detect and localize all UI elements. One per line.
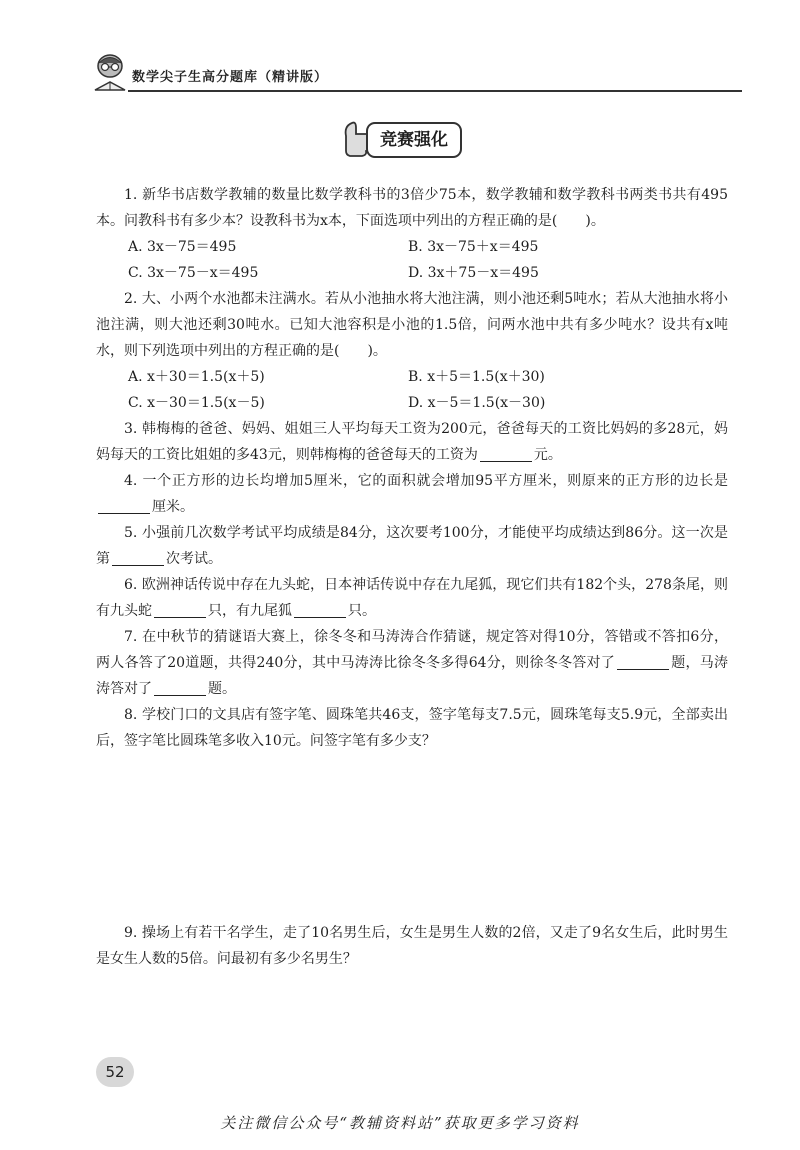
option-d: D. 3x＋75－x＝495 [408, 265, 539, 281]
page-number: 52 [96, 1057, 134, 1087]
answer-blank [294, 601, 346, 618]
answer-blank [112, 549, 164, 566]
question-9: 9. 操场上有若干名学生，走了10名男生后，女生是男生人数的2倍，又走了9名女生后，此时男生是女生人数的5倍。问最初有多少名男生？ [96, 925, 728, 967]
answer-blank [480, 445, 532, 462]
option-c: C. x－30＝1.5(x－5) [128, 395, 265, 411]
option-d: D. x－5＝1.5(x－30) [408, 395, 546, 411]
option-a: A. x＋30＝1.5(x＋5) [128, 369, 265, 385]
option-c: C. 3x－75－x＝495 [128, 265, 259, 281]
mascot-reading-icon [92, 52, 128, 92]
book-title: 数学尖子生高分题库（精讲版） [132, 70, 329, 85]
answer-space [96, 754, 728, 920]
page-header [92, 52, 742, 92]
question-2-options [96, 364, 728, 416]
question-1-options [96, 234, 728, 286]
problem-list [96, 182, 728, 972]
answer-blank [98, 497, 150, 514]
answer-blank [154, 601, 206, 618]
answer-blank [154, 679, 206, 696]
question-1: 1. 新华书店数学教辅的数量比数学教科书的3倍少75本，数学教辅和数学教科书两类书共有495本。问教科书有多少本？设教科书为x本，下面选项中列出的方程正确的是( )。 [96, 187, 728, 229]
question-7: 7. 在中秋节的猜谜语大赛上，徐冬冬和马涛涛合作猜谜，规定答对得10分，答错或不答扣6分，两人各答了20道题，共得240分，其中马涛涛比徐冬冬多得64分，则徐冬冬答对了 题，马涛涛答对了 题。 [96, 629, 729, 697]
option-b: B. 3x－75＋x＝495 [408, 239, 539, 255]
question-2: 2. 大、小两个水池都未注满水。若从小池抽水将大池注满，则小池还剩5吨水；若从大池抽水将小池注满，则大池还剩30吨水。已知大池容积是小池的1.5倍，问两水池中共有多少吨水？设共有x吨水，则下列选项中列出的方程正确的是( )。 [96, 291, 728, 359]
option-b: B. x＋5＝1.5(x＋30) [408, 369, 545, 385]
question-4: 4. 一个正方形的边长均增加5厘米，它的面积就会增加95平方厘米，则原来的正方形的边长是厘米。 [96, 468, 728, 520]
footer-watermark: 关注微信公众号“教辅资料站”获取更多学习资料 [220, 1114, 580, 1132]
answer-blank [617, 653, 669, 670]
question-6: 6. 欧洲神话传说中存在九头蛇，日本神话传说中存在九尾狐，现它们共有182个头，278条尾，则有九头蛇 只，有九尾狐 只。 [96, 577, 728, 619]
question-8: 8. 学校门口的文具店有签字笔、圆珠笔共46支，签字笔每支7.5元，圆珠笔每支5.9元，全部卖出后，签字笔比圆珠笔多收入10元。问签字笔有多少支？ [96, 707, 728, 749]
section-badge [340, 118, 480, 160]
header-rule [128, 90, 742, 92]
question-3: 3. 韩梅梅的爸爸、妈妈、姐姐三人平均每天工资为200元，爸爸每天的工资比妈妈的多28元，妈妈每天的工资比姐姐的多43元，则韩梅梅的爸爸每天的工资为 元。 [96, 421, 728, 463]
section-title: 竞赛强化 [366, 122, 462, 158]
option-a: A. 3x－75＝495 [128, 239, 237, 255]
question-5: 5. 小强前几次数学考试平均成绩是84分，这次要考100分，才能使平均成绩达到86分。这一次是第 次考试。 [96, 525, 728, 567]
